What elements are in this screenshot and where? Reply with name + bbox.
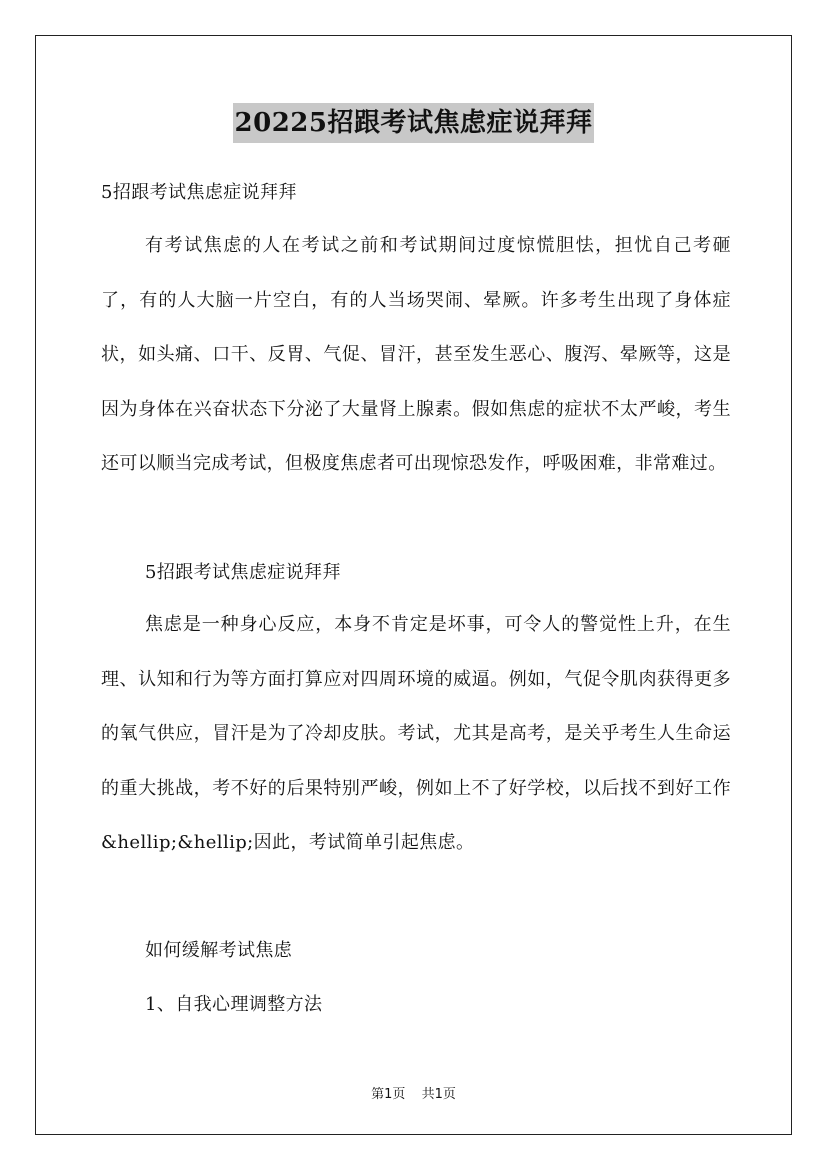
paragraph-2: 焦虑是一种身心反应，本身不肯定是坏事，可令人的警觉性上升，在生理、认知和行为等方面打算应对四周环境的威逼。例如，气促令肌肉获得更多的氧气供应，冒汗是为了冷却皮肤。考试，尤其是高考，是关乎考生人生命运的重大挑战，考不好的后果特别严峻，例如上不了好学校，以后找不到好工作&hellip;&hellip;因此，考试简单引起焦虑。 bbox=[101, 614, 731, 853]
document-title: 20225招跟考试焦虑症说拜拜 bbox=[233, 103, 595, 143]
paragraph-1: 有考试焦虑的人在考试之前和考试期间过度惊慌胆怯，担忧自己考砸了，有的人大脑一片空白，有的人当场哭闹、晕厥。许多考生出现了身体症状，如头痛、口干、反胃、气促、冒汗，甚至发生恶心、腹泻、晕厥等，这是因为身体在兴奋状态下分泌了大量肾上腺素。假如焦虑的症状不太严峻，考生还可以顺当完成考试，但极度焦虑者可出现惊恐发作，呼吸困难，非常难过。 bbox=[101, 235, 731, 474]
page-footer bbox=[0, 1083, 827, 1102]
section-heading: 5招跟考试焦虑症说拜拜 bbox=[145, 562, 341, 583]
paragraph-1-block bbox=[101, 219, 731, 492]
intro-heading: 5招跟考试焦虑症说拜拜 bbox=[101, 182, 297, 203]
heading-self-adjustment: 1、自我心理调整方法 bbox=[145, 994, 323, 1015]
paragraph-2-block bbox=[101, 598, 731, 871]
page-number: 第1页 bbox=[371, 1087, 406, 1102]
title-container bbox=[0, 103, 827, 143]
heading-how-to-relieve: 如何缓解考试焦虑 bbox=[145, 940, 293, 961]
page-total: 共1页 bbox=[421, 1087, 456, 1102]
